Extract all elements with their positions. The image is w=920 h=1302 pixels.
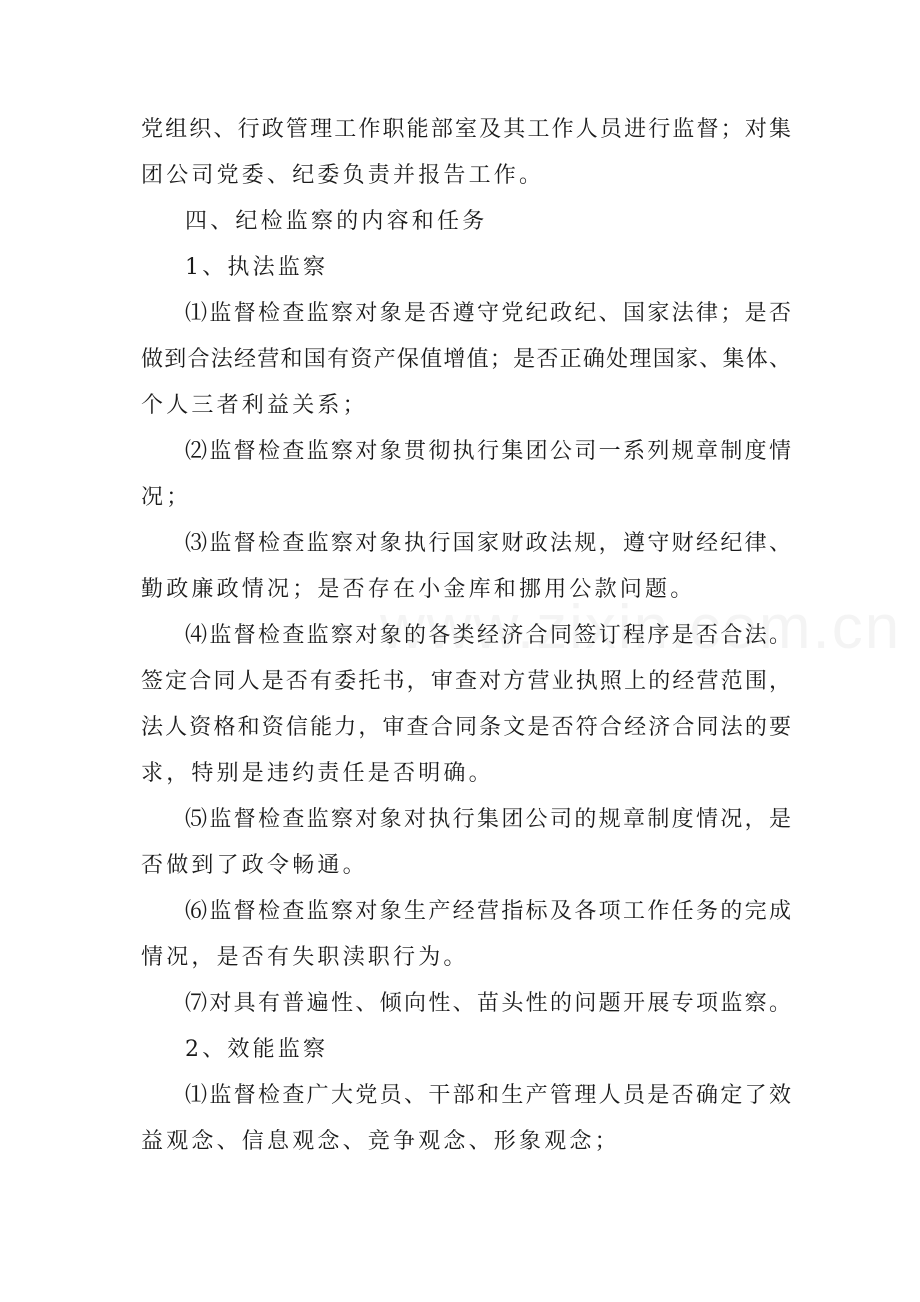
text-line: 况； [141, 485, 192, 510]
text-line: 否做到了政令畅通。 [141, 853, 368, 878]
text-line: 情况，是否有失职渎职行为。 [141, 945, 469, 970]
text-line: 求，特别是违约责任是否明确。 [141, 761, 494, 786]
subsection-heading: 1、执法监察 [185, 255, 329, 280]
text-line: 团公司党委、纪委负责并报告工作。 [141, 163, 545, 188]
text-line: 勤政廉政情况；是否存在小金库和挪用公款问题。 [141, 577, 696, 602]
text-line: ⑴监督检查监察对象是否遵守党纪政纪、国家法律；是否 [185, 301, 791, 326]
text-line: ⑹监督检查监察对象生产经营指标及各项工作任务的完成 [185, 899, 791, 924]
section-heading: 四、纪检监察的内容和任务 [185, 209, 488, 234]
text-line: 党组织、行政管理工作职能部室及其工作人员进行监督；对集 [141, 117, 791, 142]
subsection-heading: 2、效能监察 [185, 1037, 329, 1062]
text-line: ⑶监督检查监察对象执行国家财政法规，遵守财经纪律、 [185, 531, 791, 556]
text-line: 益观念、信息观念、竞争观念、形象观念； [141, 1129, 620, 1154]
text-line: 做到合法经营和国有资产保值增值；是否正确处理国家、集体、 [141, 347, 791, 372]
text-line: ⑸监督检查监察对象对执行集团公司的规章制度情况，是 [185, 807, 791, 832]
text-line: 法人资格和资信能力，审查合同条文是否符合经济合同法的要 [141, 715, 791, 740]
text-line: 个人三者利益关系； [141, 393, 368, 418]
text-line: 签定合同人是否有委托书，审查对方营业执照上的经营范围， [141, 669, 791, 694]
document-body [141, 107, 791, 1165]
text-line: ⑷监督检查监察对象的各类经济合同签订程序是否合法。 [185, 623, 791, 648]
text-line: ⑵监督检查监察对象贯彻执行集团公司一系列规章制度情 [185, 439, 791, 464]
text-line: ⑺对具有普遍性、倾向性、苗头性的问题开展专项监察。 [185, 991, 791, 1016]
text-line: ⑴监督检查广大党员、干部和生产管理人员是否确定了效 [185, 1083, 791, 1108]
